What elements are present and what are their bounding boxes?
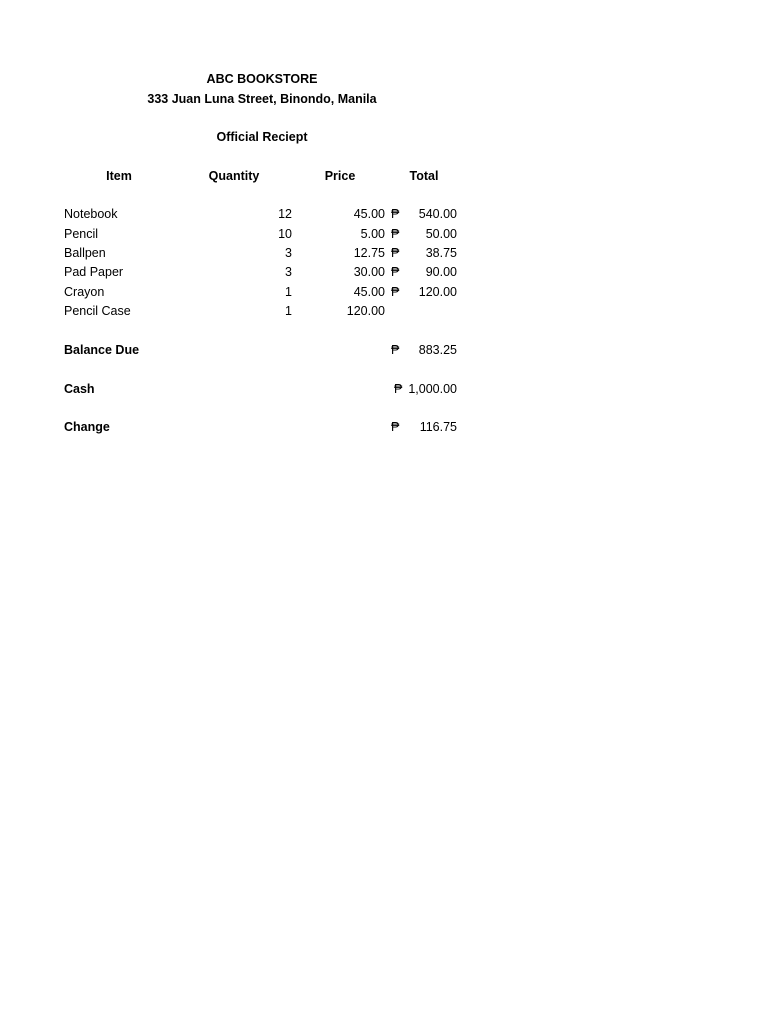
row-item: Pencil Case	[64, 304, 131, 318]
row-total: 90.00	[425, 265, 457, 279]
row-quantity: 1	[285, 304, 292, 318]
peso-sign: ₱	[391, 265, 400, 279]
row-item: Notebook	[64, 207, 118, 221]
peso-sign: ₱	[391, 420, 400, 434]
row-total: 38.75	[425, 246, 457, 260]
column-header-quantity: Quantity	[208, 169, 260, 183]
row-item: Pencil	[64, 227, 99, 241]
row-quantity: 3	[285, 246, 292, 260]
store-address: 333 Juan Luna Street, Binondo, Manila	[147, 92, 377, 106]
row-total: 540.00	[418, 207, 457, 221]
cash-value: 1,000.00	[408, 382, 457, 396]
row-item: Pad Paper	[64, 265, 124, 279]
row-price: 5.00	[360, 227, 385, 241]
peso-sign: ₱	[391, 343, 400, 357]
row-total: 50.00	[425, 227, 457, 241]
row-price: 45.00	[353, 207, 385, 221]
row-item: Crayon	[64, 285, 105, 299]
receipt-title: Official Reciept	[216, 130, 308, 144]
column-header-price: Price	[324, 169, 356, 183]
column-header-item: Item	[106, 169, 132, 183]
store-name: ABC BOOKSTORE	[206, 72, 318, 86]
row-quantity: 10	[278, 227, 292, 241]
change-label: Change	[64, 420, 110, 434]
row-quantity: 1	[285, 285, 292, 299]
peso-sign: ₱	[394, 382, 403, 396]
row-price: 120.00	[346, 304, 385, 318]
row-price: 12.75	[353, 246, 385, 260]
row-total: 120.00	[418, 285, 457, 299]
cash-label: Cash	[64, 382, 95, 396]
row-quantity: 3	[285, 265, 292, 279]
peso-sign: ₱	[391, 285, 400, 299]
change-value: 116.75	[419, 420, 457, 434]
peso-sign: ₱	[391, 227, 400, 241]
row-quantity: 12	[278, 207, 292, 221]
peso-sign: ₱	[391, 207, 400, 221]
peso-sign: ₱	[391, 246, 400, 260]
column-header-total: Total	[409, 169, 439, 183]
row-price: 30.00	[353, 265, 385, 279]
balance-due-label: Balance Due	[64, 343, 140, 357]
row-item: Ballpen	[64, 246, 106, 260]
row-price: 45.00	[353, 285, 385, 299]
balance-due-value: 883.25	[418, 343, 457, 357]
